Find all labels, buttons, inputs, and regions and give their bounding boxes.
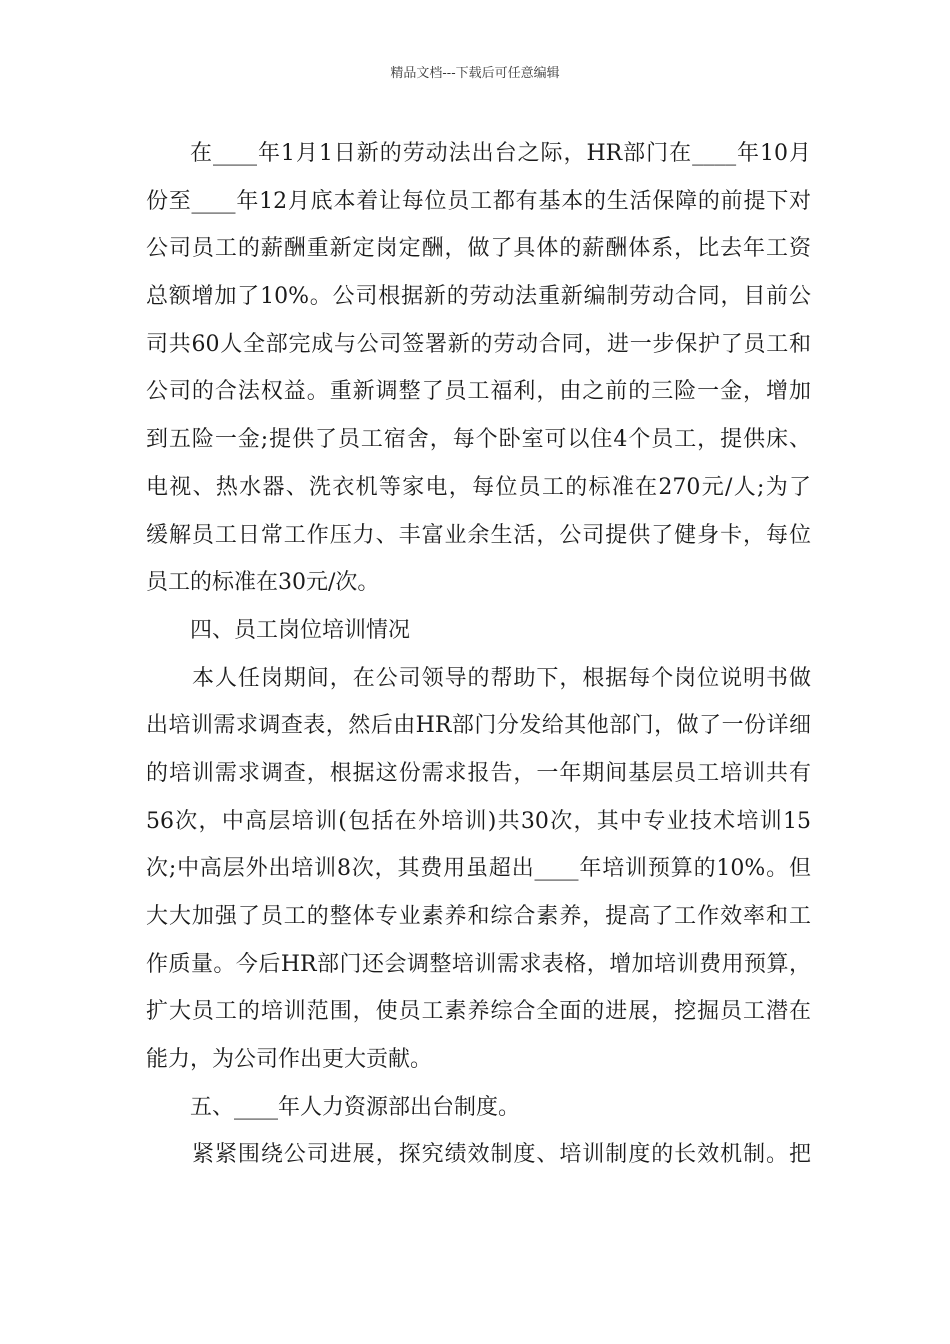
paragraph-line: 的培训需求调查，根据这份需求报告，一年期间基层员工培训共有 bbox=[146, 760, 811, 786]
paragraph-line: 份至____年12月底本着让每位员工都有基本的生活保障的前提下对 bbox=[146, 188, 811, 214]
section-heading: 四、员工岗位培训情况 bbox=[190, 617, 411, 643]
paragraph-line: 大大加强了员工的整体专业素养和综合素养，提高了工作效率和工 bbox=[146, 904, 811, 929]
paragraph-line: 电视、热水器、洗衣机等家电，每位员工的标准在270元/人;为了 bbox=[146, 474, 811, 500]
paragraph-line: 司共60人全部完成与公司签署新的劳动合同，进一步保护了员工和 bbox=[146, 331, 811, 357]
document-body bbox=[146, 130, 811, 1179]
paragraph-line: 次;中高层外出培训8次，其费用虽超出____年培训预算的10%。但 bbox=[146, 856, 811, 882]
paragraph-line: 员工的标准在30元/次。 bbox=[146, 570, 380, 596]
paragraph-line: 缓解员工日常工作压力、丰富业余生活，公司提供了健身卡，每位 bbox=[146, 522, 811, 548]
paragraph-line: 到五险一金;提供了员工宿舍，每个卧室可以住4个员工，提供床、 bbox=[146, 427, 811, 453]
paragraph-line: 总额增加了10%。公司根据新的劳动法重新编制劳动合同，目前公 bbox=[146, 284, 811, 310]
paragraph-line: 紧紧围绕公司进展，探究绩效制度、培训制度的长效机制。把 bbox=[192, 1142, 811, 1168]
paragraph-line: 本人任岗期间，在公司领导的帮助下，根据每个岗位说明书做 bbox=[192, 665, 811, 691]
paragraph-line: 能力，为公司作出更大贡献。 bbox=[146, 1047, 433, 1073]
paragraph-line: 在____年1月1日新的劳动法出台之际，HR部门在____年10月 bbox=[190, 141, 811, 166]
paragraph-line: 扩大员工的培训范围，使员工素养综合全面的进展，挖掘员工潜在 bbox=[146, 999, 811, 1025]
section-heading: 五、____年人力资源部出台制度。 bbox=[190, 1094, 521, 1120]
page-header: 精品文档---下载后可任意编辑 bbox=[390, 66, 560, 81]
paragraph-line: 公司的合法权益。重新调整了员工福利，由之前的三险一金，增加 bbox=[146, 379, 811, 405]
paragraph-line: 作质量。今后HR部门还会调整培训需求表格，增加培训费用预算， bbox=[146, 951, 811, 977]
paragraph-line: 公司员工的薪酬重新定岗定酬，做了具体的薪酬体系，比去年工资 bbox=[146, 236, 811, 262]
paragraph-line: 56次，中高层培训(包括在外培训)共30次，其中专业技术培训15 bbox=[146, 808, 811, 834]
paragraph-line: 出培训需求调查表，然后由HR部门分发给其他部门，做了一份详细 bbox=[146, 713, 811, 739]
